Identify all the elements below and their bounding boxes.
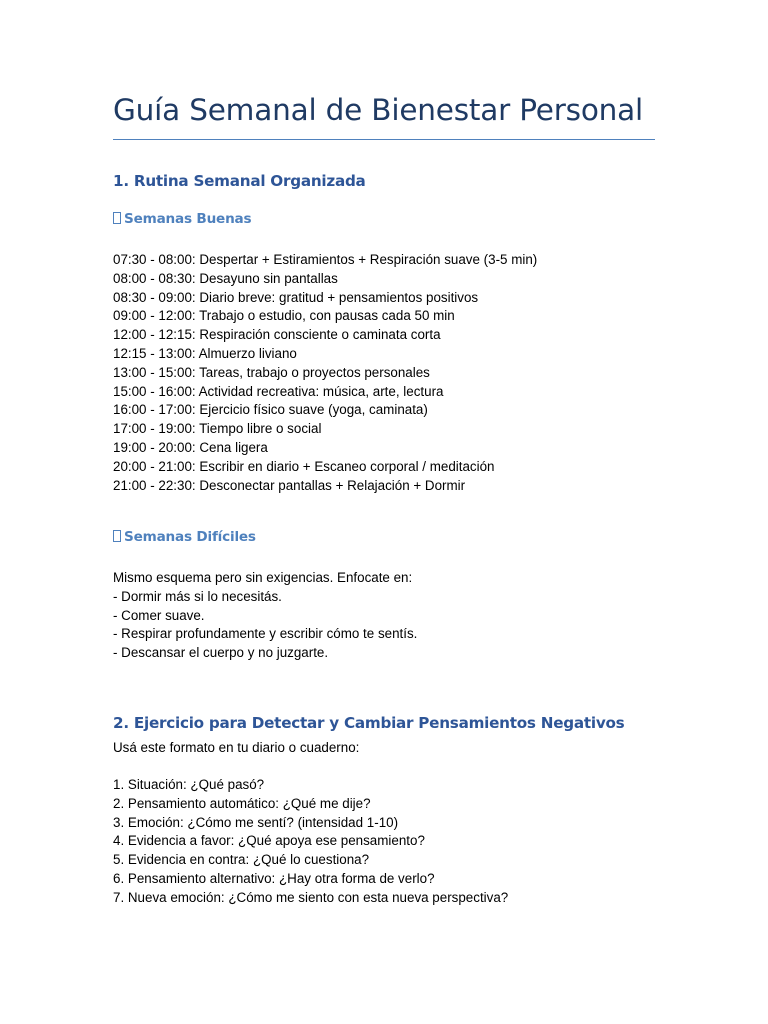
schedule-line: 15:00 - 16:00: Actividad recreativa: música, arte, lectura: [113, 383, 444, 399]
schedule-line: 13:00 - 15:00: Tareas, trabajo o proyectos personales: [113, 364, 430, 380]
schedule-line: 20:00 - 21:00: Escribir en diario + Escaneo corporal / meditación: [113, 458, 495, 474]
list-item: - Respirar profundamente y escribir cómo te sentís.: [113, 626, 418, 642]
schedule-line: 12:15 - 13:00: Almuerzo liviano: [113, 345, 297, 361]
step-item: 7. Nueva emoción: ¿Cómo me siento con esta nueva perspectiva?: [113, 889, 509, 905]
good-weeks-heading-text: Semanas Buenas: [124, 211, 252, 227]
schedule-line: 12:00 - 12:15: Respiración consciente o caminata corta: [113, 327, 441, 343]
hard-weeks-heading-text: Semanas Difíciles: [124, 529, 256, 545]
step-item: 6. Pensamiento alternativo: ¿Hay otra forma de verlo?: [113, 870, 435, 886]
section-2-intro: Usá este formato en tu diario o cuaderno:: [113, 740, 360, 755]
unknown-glyph-icon: [113, 530, 121, 542]
step-item: 3. Emoción: ¿Cómo me sentí? (intensidad 1-10): [113, 814, 399, 830]
list-item: Mismo esquema pero sin exigencias. Enfocate en:: [113, 570, 413, 585]
schedule-line: 21:00 - 22:30: Desconectar pantallas + Relajación + Dormir: [113, 477, 466, 493]
step-item: 2. Pensamiento automático: ¿Qué me dije?: [113, 795, 371, 811]
title-underline: [113, 139, 655, 140]
list-item: - Comer suave.: [113, 607, 205, 623]
section-2-heading: 2. Ejercicio para Detectar y Cambiar Pensamientos Negativos: [113, 714, 625, 732]
good-weeks-schedule: [113, 251, 537, 495]
document-title: Guía Semanal de Bienestar Personal: [113, 93, 644, 127]
list-item: - Dormir más si lo necesitás.: [113, 588, 282, 604]
schedule-line: 16:00 - 17:00: Ejercicio físico suave (yoga, caminata): [113, 402, 428, 418]
good-weeks-heading: [113, 211, 251, 227]
schedule-line: 07:30 - 08:00: Despertar + Estiramientos + Respiración suave (3-5 min): [113, 252, 538, 267]
schedule-line: 08:30 - 09:00: Diario breve: gratitud + pensamientos positivos: [113, 289, 479, 305]
section-1-heading: 1. Rutina Semanal Organizada: [113, 172, 366, 190]
schedule-line: 09:00 - 12:00: Trabajo o estudio, con pausas cada 50 min: [113, 308, 455, 324]
schedule-line: 08:00 - 08:30: Desayuno sin pantallas: [113, 270, 338, 286]
schedule-line: 17:00 - 19:00: Tiempo libre o social: [113, 421, 322, 437]
list-item: - Descansar el cuerpo y no juzgarte.: [113, 645, 329, 661]
hard-weeks-heading: [113, 529, 256, 545]
step-item: 5. Evidencia en contra: ¿Qué lo cuestiona?: [113, 852, 370, 868]
unknown-glyph-icon: [113, 212, 121, 224]
step-item: 1. Situación: ¿Qué pasó?: [113, 777, 265, 792]
hard-weeks-list: [113, 569, 417, 663]
step-item: 4. Evidencia a favor: ¿Qué apoya ese pensamiento?: [113, 833, 425, 849]
section-2-intro-block: [113, 739, 359, 758]
thought-steps-list: [113, 776, 508, 908]
schedule-line: 19:00 - 20:00: Cena ligera: [113, 439, 268, 455]
